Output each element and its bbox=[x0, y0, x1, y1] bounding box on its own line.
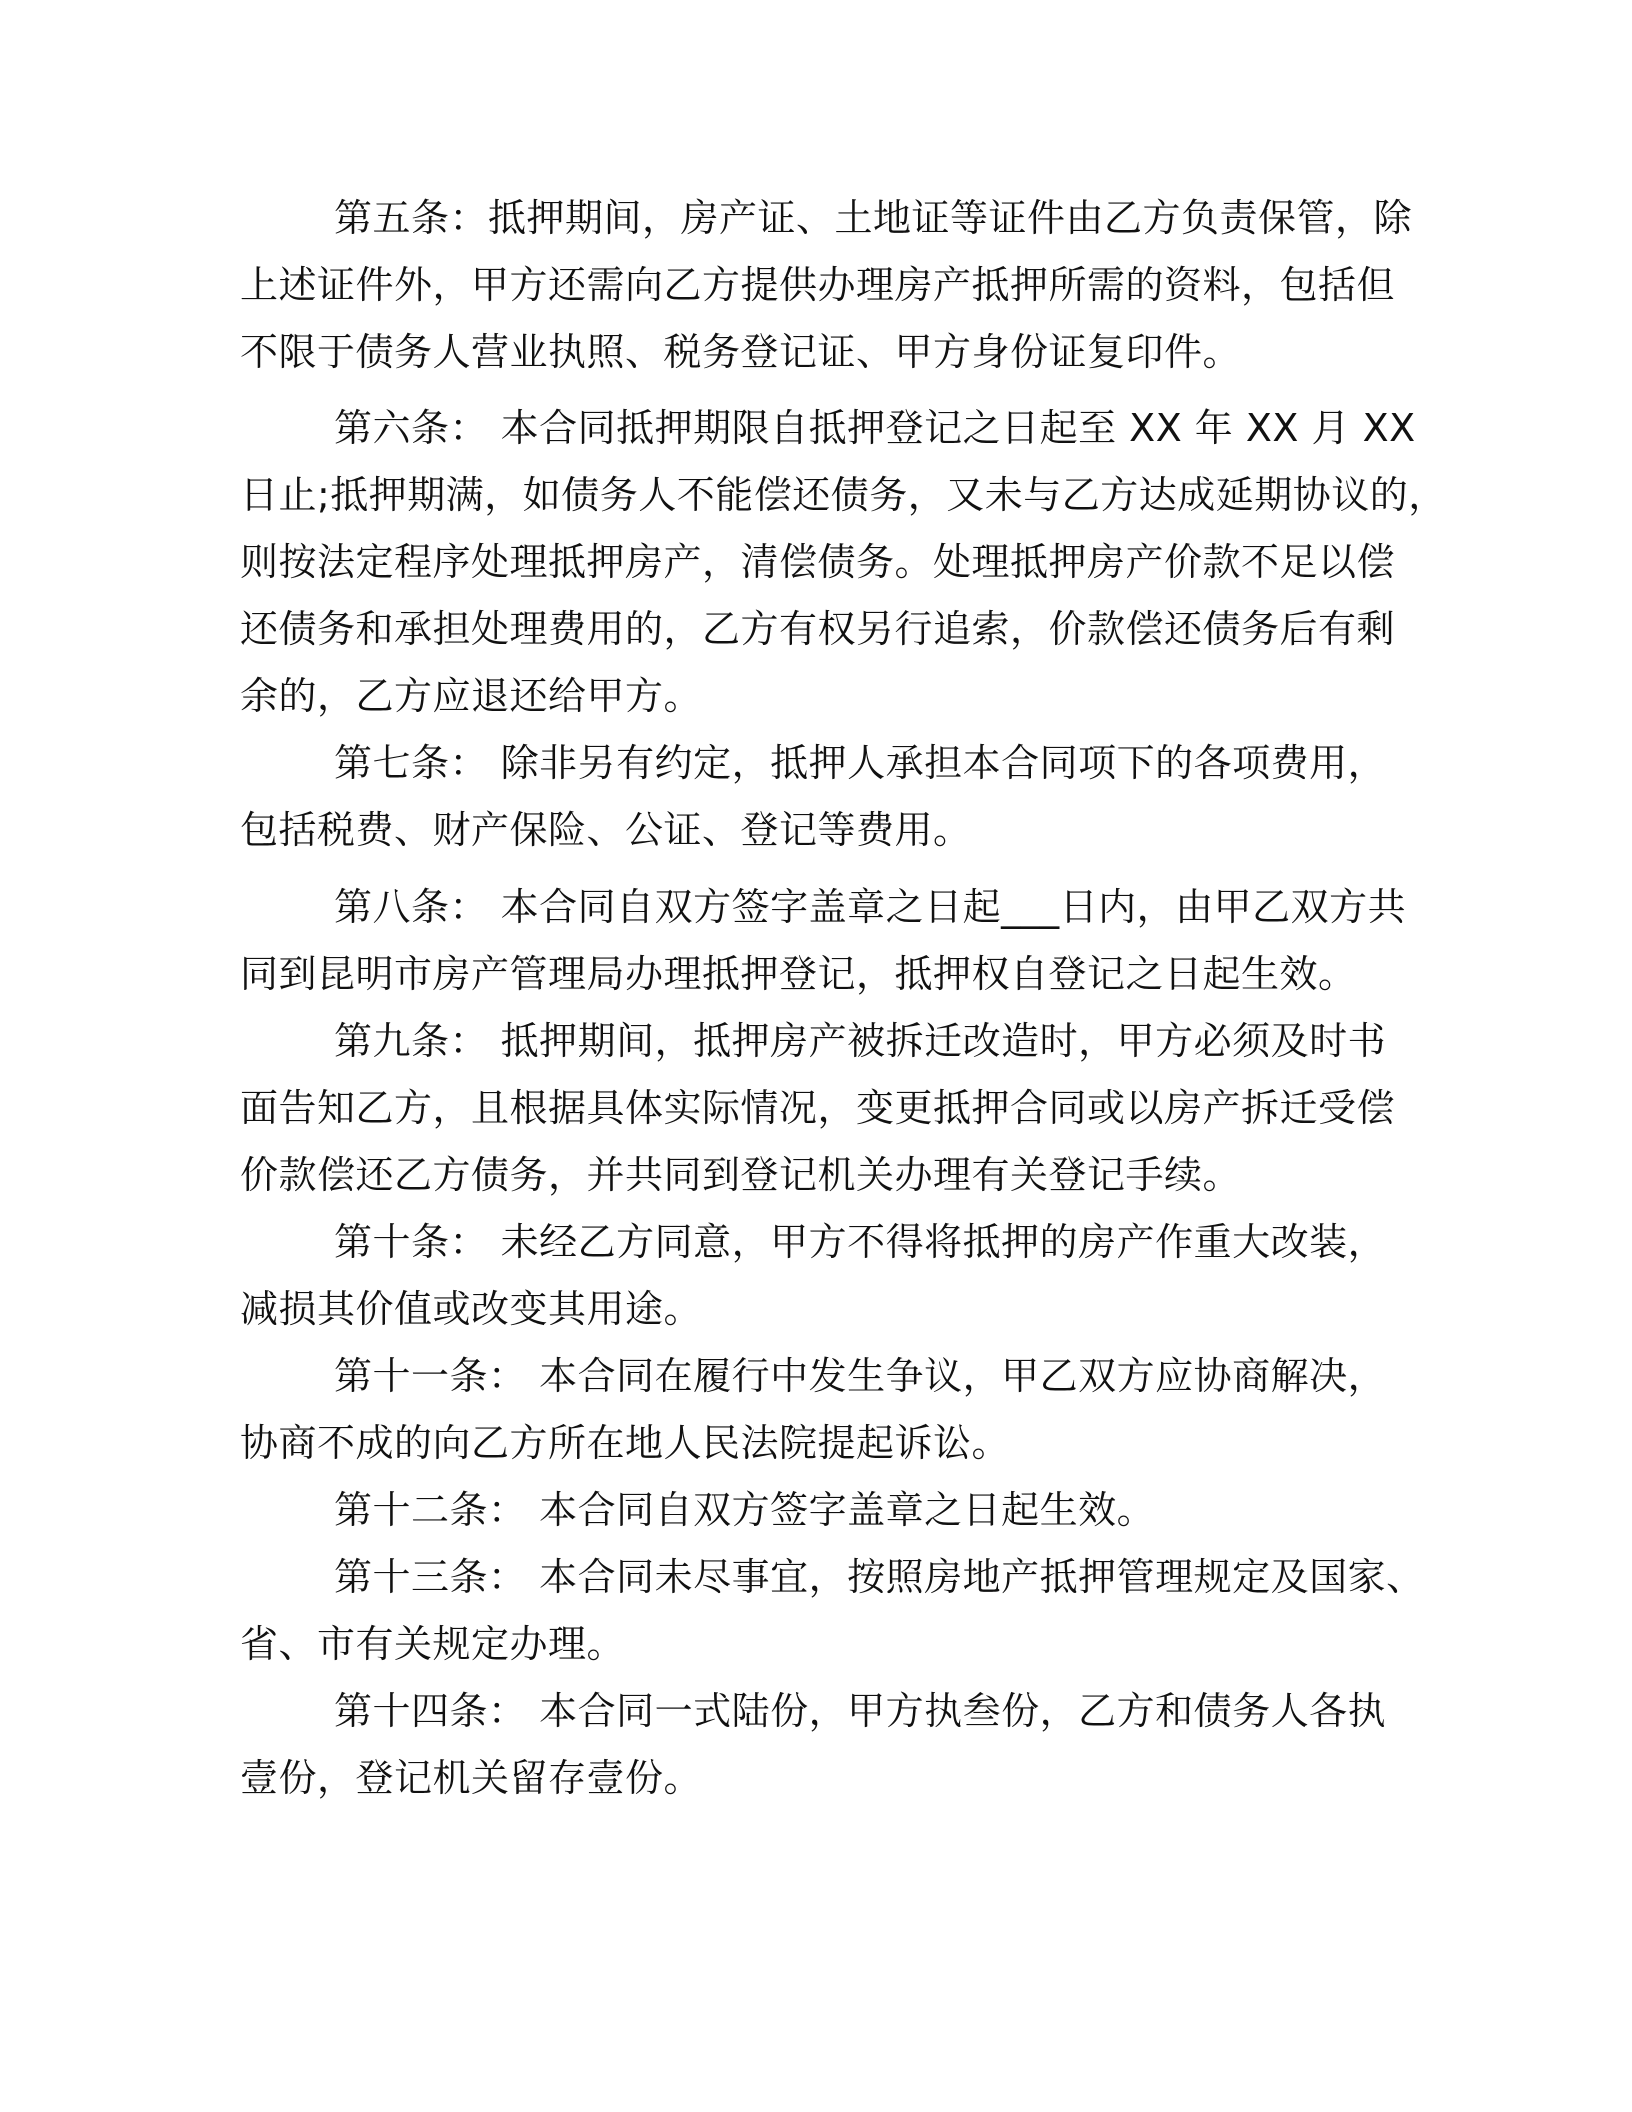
article-9-line-3: 价款偿还乙方债务，并共同到登记机关办理有关登记手续。 bbox=[240, 1153, 1242, 1197]
article-10-line-1: 第十条： 未经乙方同意，甲方不得将抵押的房产作重大改装， bbox=[334, 1220, 1387, 1264]
article-14-line-1: 第十四条： 本合同一式陆份，甲方执叁份，乙方和债务人各执 bbox=[334, 1689, 1387, 1733]
article-6-line-1: 第六条： 本合同抵押期限自抵押登记之日起至 XX 年 XX 月 XX bbox=[334, 406, 1416, 450]
article-7-line-1: 第七条： 除非另有约定，抵押人承担本合同项下的各项费用， bbox=[334, 741, 1387, 785]
article-9-line-1: 第九条： 抵押期间，抵押房产被拆迁改造时，甲方必须及时书 bbox=[334, 1019, 1387, 1063]
article-6-line-5: 余的，乙方应退还给甲方。 bbox=[240, 674, 703, 718]
article-12-line-1: 第十二条： 本合同自双方签字盖章之日起生效。 bbox=[334, 1488, 1156, 1532]
article-7-line-2: 包括税费、财产保险、公证、登记等费用。 bbox=[240, 808, 972, 852]
article-6-line-2: 日止;抵押期满，如债务人不能偿还债务，又未与乙方达成延期协议的， bbox=[240, 473, 1447, 517]
article-13-line-2: 省、市有关规定办理。 bbox=[240, 1622, 626, 1666]
article-13-line-1: 第十三条： 本合同未尽事宜，按照房地产抵押管理规定及国家、 bbox=[334, 1555, 1425, 1599]
article-10-line-2: 减损其价值或改变其用途。 bbox=[240, 1287, 703, 1331]
article-5-line-3: 不限于债务人营业执照、税务登记证、甲方身份证复印件。 bbox=[240, 330, 1242, 374]
article-11-line-1: 第十一条： 本合同在履行中发生争议，甲乙双方应协商解决， bbox=[334, 1354, 1387, 1398]
article-5-line-1: 第五条：抵押期间，房产证、土地证等证件由乙方负责保管，除 bbox=[334, 196, 1413, 240]
article-5-line-2: 上述证件外，甲方还需向乙方提供办理房产抵押所需的资料，包括但 bbox=[240, 263, 1396, 307]
article-14-line-2: 壹份，登记机关留存壹份。 bbox=[240, 1756, 703, 1800]
article-6-line-4: 还债务和承担处理费用的，乙方有权另行追索，价款偿还债务后有剩 bbox=[240, 607, 1396, 651]
article-6-line-3: 则按法定程序处理抵押房产，清偿债务。处理抵押房产价款不足以偿 bbox=[240, 540, 1396, 584]
article-8-line-1: 第八条： 本合同自双方签字盖章之日起___日内，由甲乙双方共 bbox=[334, 885, 1407, 929]
article-8-line-2: 同到昆明市房产管理局办理抵押登记，抵押权自登记之日起生效。 bbox=[240, 952, 1357, 996]
article-9-line-2: 面告知乙方，且根据具体实际情况，变更抵押合同或以房产拆迁受偿 bbox=[240, 1086, 1396, 1130]
article-11-line-2: 协商不成的向乙方所在地人民法院提起诉讼。 bbox=[240, 1421, 1011, 1465]
